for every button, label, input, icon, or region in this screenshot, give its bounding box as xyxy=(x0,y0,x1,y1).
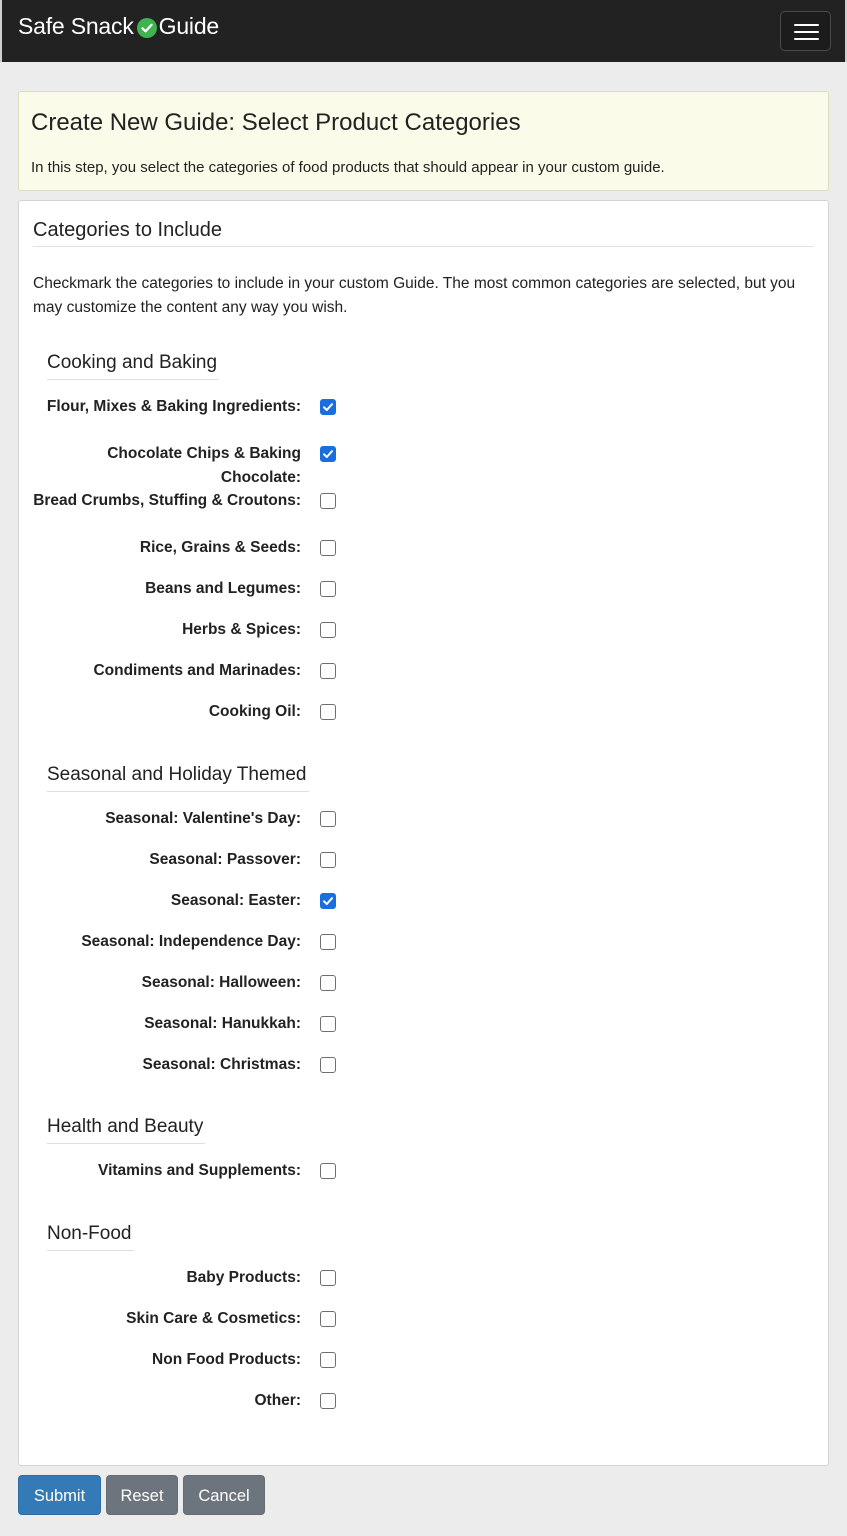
category-checkbox[interactable] xyxy=(320,1311,336,1327)
category-label[interactable]: Skin Care & Cosmetics: xyxy=(126,1310,301,1327)
cancel-button[interactable]: Cancel xyxy=(183,1475,265,1515)
hamburger-menu-icon xyxy=(794,24,819,26)
category-label[interactable]: Seasonal: Halloween: xyxy=(141,974,301,991)
category-checkbox[interactable] xyxy=(320,1270,336,1286)
section-title: Health and Beauty xyxy=(47,1116,205,1144)
reset-button[interactable]: Reset xyxy=(106,1475,178,1515)
category-label[interactable]: Rice, Grains & Seeds: xyxy=(139,539,301,556)
category-checkbox[interactable] xyxy=(320,1016,336,1032)
intro-description: In this step, you select the categories of food products that should appear in your custom guide. xyxy=(31,159,665,176)
panel-description: Checkmark the categories to include in your custom Guide. The most common categories are selected, but you may customize the content any way you wish. xyxy=(33,275,796,316)
brand-name-left: Safe Snack xyxy=(18,13,134,39)
category-label[interactable]: Seasonal: Valentine's Day: xyxy=(105,810,301,827)
category-checkbox[interactable] xyxy=(320,852,336,868)
category-checkbox[interactable] xyxy=(320,540,336,556)
checkmark-icon xyxy=(322,895,334,907)
section-title: Seasonal and Holiday Themed xyxy=(47,764,309,792)
category-label[interactable]: Seasonal: Passover: xyxy=(149,851,301,868)
panel-title: Categories to Include xyxy=(33,219,814,247)
checkmark-icon xyxy=(322,448,334,460)
category-checkbox[interactable] xyxy=(320,399,336,415)
category-checkbox[interactable] xyxy=(320,704,336,720)
category-checkbox[interactable] xyxy=(320,581,336,597)
category-label[interactable]: Seasonal: Easter: xyxy=(170,892,301,909)
category-checkbox[interactable] xyxy=(320,663,336,679)
hamburger-menu-icon xyxy=(794,31,819,33)
category-checkbox[interactable] xyxy=(320,811,336,827)
category-checkbox[interactable] xyxy=(320,1393,336,1409)
category-label[interactable]: Cooking Oil: xyxy=(208,703,301,720)
category-label[interactable]: Vitamins and Supplements: xyxy=(98,1162,301,1179)
section-title: Non-Food xyxy=(47,1223,134,1251)
category-checkbox[interactable] xyxy=(320,893,336,909)
category-label[interactable]: Condiments and Marinades: xyxy=(93,662,301,679)
checkmark-icon xyxy=(322,401,334,413)
category-checkbox[interactable] xyxy=(320,934,336,950)
category-checkbox[interactable] xyxy=(320,1163,336,1179)
category-label[interactable]: Other: xyxy=(254,1392,301,1409)
section-title: Cooking and Baking xyxy=(47,352,219,380)
category-label[interactable]: Baby Products: xyxy=(186,1269,301,1286)
category-checkbox[interactable] xyxy=(320,1057,336,1073)
category-checkbox[interactable] xyxy=(320,1352,336,1368)
category-label[interactable]: Chocolate Chips & Baking Chocolate: xyxy=(107,445,301,486)
intro-panel xyxy=(18,91,829,191)
brand-logo[interactable] xyxy=(18,13,219,40)
navbar xyxy=(0,0,847,62)
category-label[interactable]: Seasonal: Independence Day: xyxy=(81,933,301,950)
category-label[interactable]: Bread Crumbs, Stuffing & Croutons: xyxy=(33,492,301,509)
category-label[interactable]: Beans and Legumes: xyxy=(145,580,301,597)
category-label[interactable]: Non Food Products: xyxy=(152,1351,301,1368)
brand-name-right: Guide xyxy=(158,13,220,39)
category-label[interactable]: Flour, Mixes & Baking Ingredients: xyxy=(46,398,301,415)
menu-toggle-button[interactable] xyxy=(780,11,831,51)
category-label[interactable]: Seasonal: Christmas: xyxy=(142,1056,301,1073)
categories-panel xyxy=(18,200,829,1466)
category-label[interactable]: Herbs & Spices: xyxy=(182,621,301,638)
page-title: Create New Guide: Select Product Categories xyxy=(31,109,521,136)
submit-button[interactable]: Submit xyxy=(18,1475,101,1515)
category-checkbox[interactable] xyxy=(320,446,336,462)
category-checkbox[interactable] xyxy=(320,622,336,638)
category-label[interactable]: Seasonal: Hanukkah: xyxy=(144,1015,301,1032)
check-circle-icon xyxy=(137,18,157,38)
category-checkbox[interactable] xyxy=(320,493,336,509)
category-checkbox[interactable] xyxy=(320,975,336,991)
hamburger-menu-icon xyxy=(794,38,819,40)
